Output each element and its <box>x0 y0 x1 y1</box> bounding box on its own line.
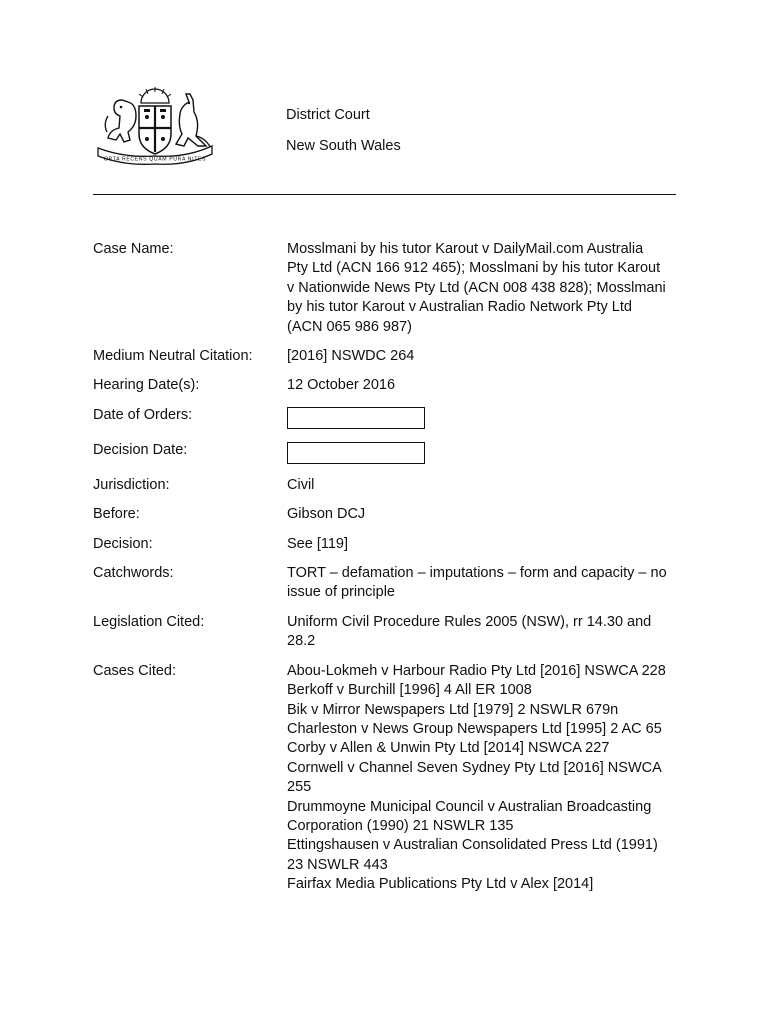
decision-label: Decision: <box>93 535 153 552</box>
citation-value: [2016] NSWDC 264 <box>287 348 415 365</box>
case-citation: Ettingshausen v Australian Consolidated Press Ltd (1991) 23 NSWLR 443 <box>287 837 658 873</box>
case-metadata-table <box>93 240 683 905</box>
citation-label: Medium Neutral Citation: <box>93 348 253 365</box>
jurisdiction-row <box>93 476 683 495</box>
svg-text:ORTA RECENS QUAM PURA NITES: ORTA RECENS QUAM PURA NITES <box>103 156 207 163</box>
case-name-value: Mosslmani by his tutor Karout v DailyMail.com Australia Pty Ltd (ACN 166 912 465); Mosslmani by his tutor Karout v Nationwide News Pty Ltd (ACN 008 438 828); Mosslmani by his tutor Karout v Australian Radio Network Pty Ltd (ACN 065 986 987) <box>287 241 666 335</box>
before-label: Before: <box>93 506 140 523</box>
header-divider <box>93 194 676 195</box>
catchwords-row <box>93 564 683 603</box>
case-citation: Abou-Lokmeh v Harbour Radio Pty Ltd [2016] NSWCA 228 <box>287 662 666 679</box>
case-citation: Drummoyne Municipal Council v Australian Broadcasting Corporation (1990) 21 NSWLR 135 <box>287 798 652 834</box>
case-name-label: Case Name: <box>93 241 174 257</box>
legislation-label: Legislation Cited: <box>93 613 205 630</box>
decision-value: See [119] <box>287 535 349 552</box>
case-citation: Fairfax Media Publications Pty Ltd v Alex [2014] <box>287 876 594 893</box>
case-citation: Cornwell v Channel Seven Sydney Pty Ltd [2016] NSWCA 255 <box>287 759 661 796</box>
case-citation: Corby v Allen & Unwin Pty Ltd [2014] NSWCA 227 <box>287 740 610 757</box>
case-citation: Berkoff v Burchill [1996] 4 All ER 1008 <box>287 682 532 699</box>
citation-row <box>93 347 683 366</box>
date-of-orders-field[interactable] <box>287 407 425 429</box>
case-citation: Charleston v News Group Newspapers Ltd [1995] 2 AC 65 <box>287 720 662 737</box>
cases-cited-row <box>93 662 683 895</box>
decision-row <box>93 535 683 554</box>
case-citation: Bik v Mirror Newspapers Ltd [1979] 2 NSWLR 679n <box>287 701 619 718</box>
legislation-row <box>93 613 683 652</box>
decision-date-label: Decision Date: <box>93 441 188 458</box>
before-row <box>93 505 683 524</box>
court-name: District Court <box>286 107 370 123</box>
cases-cited-list <box>287 662 667 895</box>
date-of-orders-row <box>93 406 683 429</box>
decision-date-field[interactable] <box>287 442 425 464</box>
jurisdiction-label: Jurisdiction: <box>93 476 170 493</box>
nsw-coat-of-arms-logo <box>94 86 216 166</box>
court-state: New South Wales <box>286 138 401 154</box>
catchwords-label: Catchwords: <box>93 565 174 582</box>
jurisdiction-value: Civil <box>287 476 315 493</box>
legislation-value: Uniform Civil Procedure Rules 2005 (NSW), rr 14.30 and 28.2 <box>287 613 652 650</box>
hearing-date-row <box>93 376 683 395</box>
date-of-orders-label: Date of Orders: <box>93 406 193 423</box>
before-value: Gibson DCJ <box>287 506 366 523</box>
decision-date-row <box>93 441 683 464</box>
hearing-date-label: Hearing Date(s): <box>93 377 200 394</box>
court-heading <box>286 106 401 168</box>
catchwords-value: TORT – defamation – imputations – form and capacity – no issue of principle <box>287 565 667 601</box>
cases-cited-label: Cases Cited: <box>93 662 177 679</box>
hearing-date-value: 12 October 2016 <box>287 377 396 394</box>
case-name-row <box>93 240 683 337</box>
